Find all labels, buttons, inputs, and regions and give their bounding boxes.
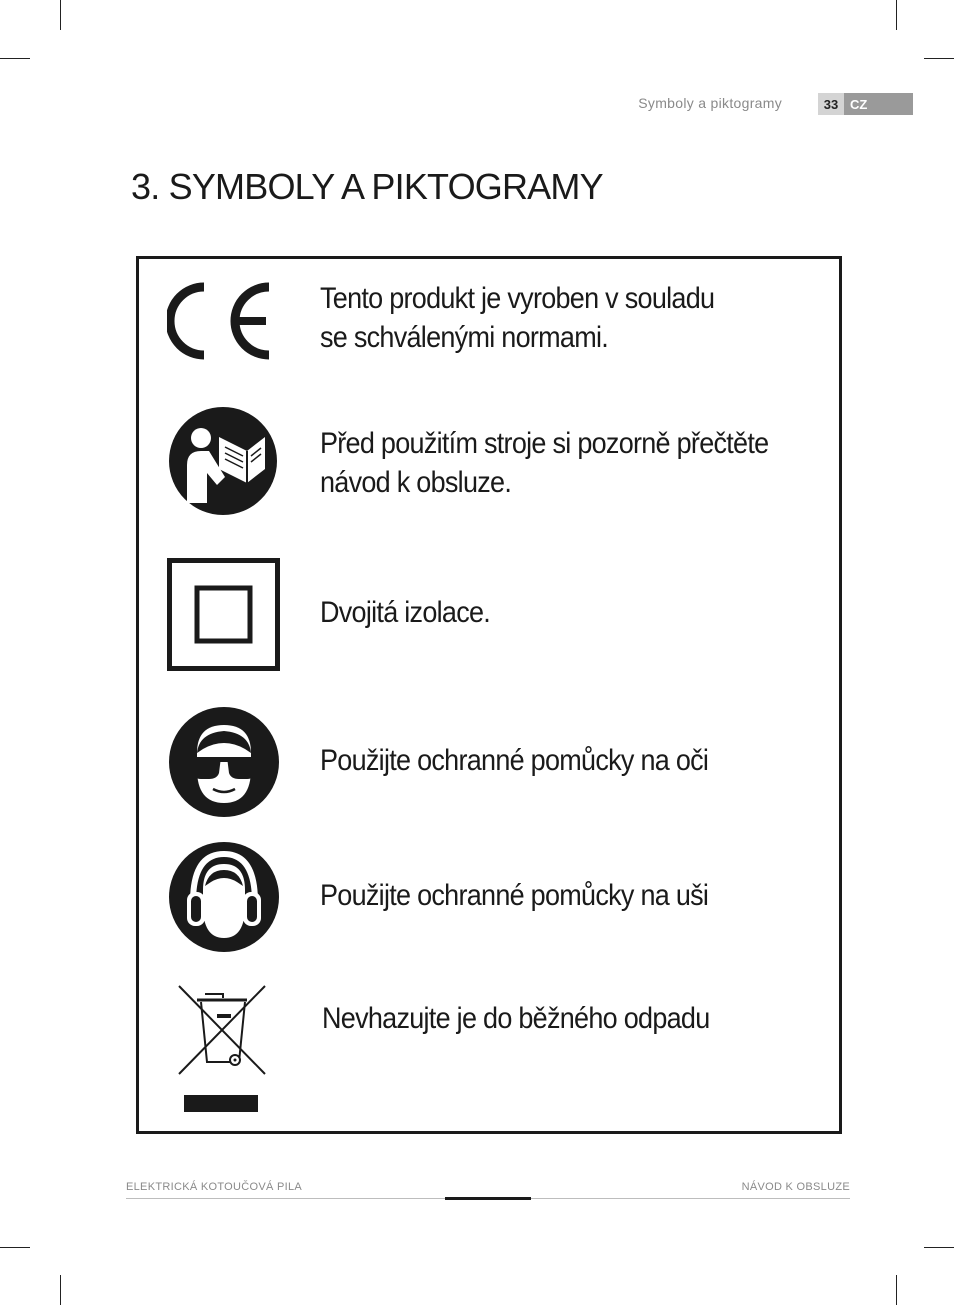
weee-crossed-bin-icon <box>175 982 269 1114</box>
page-number: 33 <box>818 93 844 115</box>
symbol-text-eye: Použijte ochranné pomůcky na oči <box>320 744 709 777</box>
symbols-box <box>136 256 842 1134</box>
footer-document-name: NÁVOD K OBSLUZE <box>741 1181 850 1193</box>
page-title: 3. SYMBOLY A PIKTOGRAMY <box>131 166 603 207</box>
footer-rule-accent <box>445 1197 531 1200</box>
symbol-text-ear: Použijte ochranné pomůcky na uši <box>320 879 709 912</box>
ear-protection-icon <box>169 842 279 952</box>
symbol-text-insulation: Dvojitá izolace. <box>320 596 491 629</box>
running-header-title: Symboly a piktogramy <box>638 95 782 111</box>
symbol-row-eye <box>139 704 839 824</box>
symbol-text-ce: Tento produkt je vyroben v souladu se schválenými normami. <box>320 282 715 354</box>
crop-mark <box>60 1275 61 1305</box>
symbol-row-ce <box>139 259 839 389</box>
symbol-text-manual: Před použitím stroje si pozorně přečtěte návod k obsluze. <box>320 427 769 499</box>
crop-mark <box>0 1247 30 1248</box>
ce-mark-icon <box>167 281 277 361</box>
symbol-row-manual <box>139 404 839 534</box>
footer-product-name: ELEKTRICKÁ KOTOUČOVÁ PILA <box>126 1181 303 1193</box>
read-manual-icon <box>169 407 277 515</box>
symbol-row-weee <box>139 979 839 1119</box>
double-insulation-icon <box>167 558 280 671</box>
crop-mark <box>0 58 30 59</box>
crop-mark <box>896 0 897 30</box>
crop-mark <box>924 1247 954 1248</box>
language-code: CZ <box>844 93 913 115</box>
crop-mark <box>924 58 954 59</box>
symbol-row-ear <box>139 839 839 959</box>
eye-protection-icon <box>169 707 279 817</box>
symbol-text-weee: Nevhazujte je do běžného odpadu <box>322 1002 710 1035</box>
crop-mark <box>60 0 61 30</box>
crop-mark <box>896 1275 897 1305</box>
symbol-row-insulation <box>139 554 839 674</box>
page-tab <box>818 93 913 115</box>
